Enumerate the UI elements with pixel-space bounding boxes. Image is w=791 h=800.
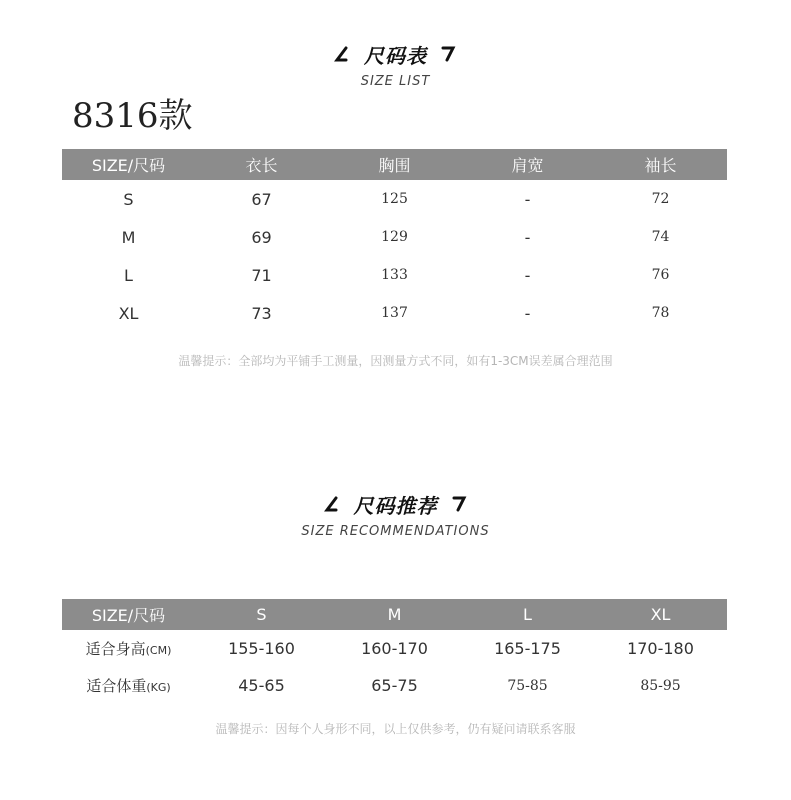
bracket-right-icon: [448, 494, 470, 516]
size-list-table: [62, 149, 727, 332]
header-l: L: [461, 599, 594, 630]
cell-size: L: [124, 265, 133, 285]
bracket-right-icon: [437, 44, 459, 66]
header-chest: 胸围: [328, 149, 461, 180]
cell-shoulder: -: [524, 189, 531, 209]
cell-shoulder: -: [524, 265, 531, 285]
header-size: SIZE/尺码: [62, 599, 195, 630]
cell-weight-s: 45-65: [238, 676, 285, 695]
cell-sleeve: 74: [651, 229, 670, 245]
table-row: [62, 180, 727, 218]
row-label-text: 适合体重: [86, 677, 147, 695]
table-row: [62, 630, 727, 667]
cell-chest: 137: [381, 305, 408, 321]
cell-chest: 129: [381, 229, 408, 245]
cell-length: 67: [251, 189, 272, 209]
rec-table-header-row: [62, 599, 727, 630]
size-recommend-subtitle: SIZE RECOMMENDATIONS: [301, 523, 490, 539]
cell-sleeve: 78: [651, 305, 670, 321]
row-label-unit: (CM): [145, 644, 172, 657]
cell-size: S: [123, 189, 134, 209]
cell-weight-l: 75-85: [507, 677, 548, 694]
header-size: SIZE/尺码: [62, 149, 195, 180]
cell-size: XL: [118, 303, 139, 323]
size-list-title: 尺码表: [364, 44, 427, 68]
size-recommend-heading: [0, 490, 791, 539]
size-table-header-row: [62, 149, 727, 180]
cell-shoulder: -: [524, 227, 531, 247]
cell-height-s: 155-160: [228, 639, 295, 658]
header-m: M: [328, 599, 461, 630]
model-number: 8316款: [72, 96, 193, 136]
cell-chest: 125: [381, 191, 408, 207]
row-label-weight: [62, 667, 195, 704]
table-row: [62, 218, 727, 256]
cell-height-xl: 170-180: [627, 639, 694, 658]
table-row: [62, 256, 727, 294]
size-list-note: 温馨提示：全部均为平铺手工测量，因测量方式不同，如有1-3CM误差属合理范围: [178, 354, 613, 368]
row-label-height: [62, 630, 195, 667]
header-xl: XL: [594, 599, 727, 630]
header-shoulder: 肩宽: [461, 149, 594, 180]
cell-length: 69: [251, 227, 272, 247]
size-recommend-table: [62, 599, 727, 704]
bracket-left-icon: [332, 44, 354, 66]
row-label-unit: (KG): [146, 681, 171, 694]
cell-length: 71: [251, 265, 272, 285]
cell-height-l: 165-175: [494, 639, 561, 658]
size-recommend-title: 尺码推荐: [353, 494, 438, 518]
table-row: [62, 294, 727, 332]
size-list-subtitle: SIZE LIST: [360, 73, 431, 89]
header-s: S: [195, 599, 328, 630]
header-sleeve: 袖长: [594, 149, 727, 180]
row-label-text: 适合身高: [85, 640, 146, 658]
cell-size: M: [121, 227, 136, 247]
cell-weight-xl: 85-95: [640, 677, 681, 694]
bracket-left-icon: [322, 494, 344, 516]
cell-sleeve: 76: [651, 267, 670, 283]
table-row: [62, 667, 727, 704]
cell-length: 73: [251, 303, 272, 323]
cell-height-m: 160-170: [361, 639, 428, 658]
cell-shoulder: -: [524, 303, 531, 323]
cell-weight-m: 65-75: [371, 676, 418, 695]
cell-chest: 133: [381, 267, 408, 283]
size-recommend-note: 温馨提示：因每个人身形不同，以上仅供参考，仍有疑问请联系客服: [215, 722, 576, 736]
size-list-heading: [0, 40, 791, 89]
header-length: 衣长: [195, 149, 328, 180]
cell-sleeve: 72: [651, 191, 670, 207]
